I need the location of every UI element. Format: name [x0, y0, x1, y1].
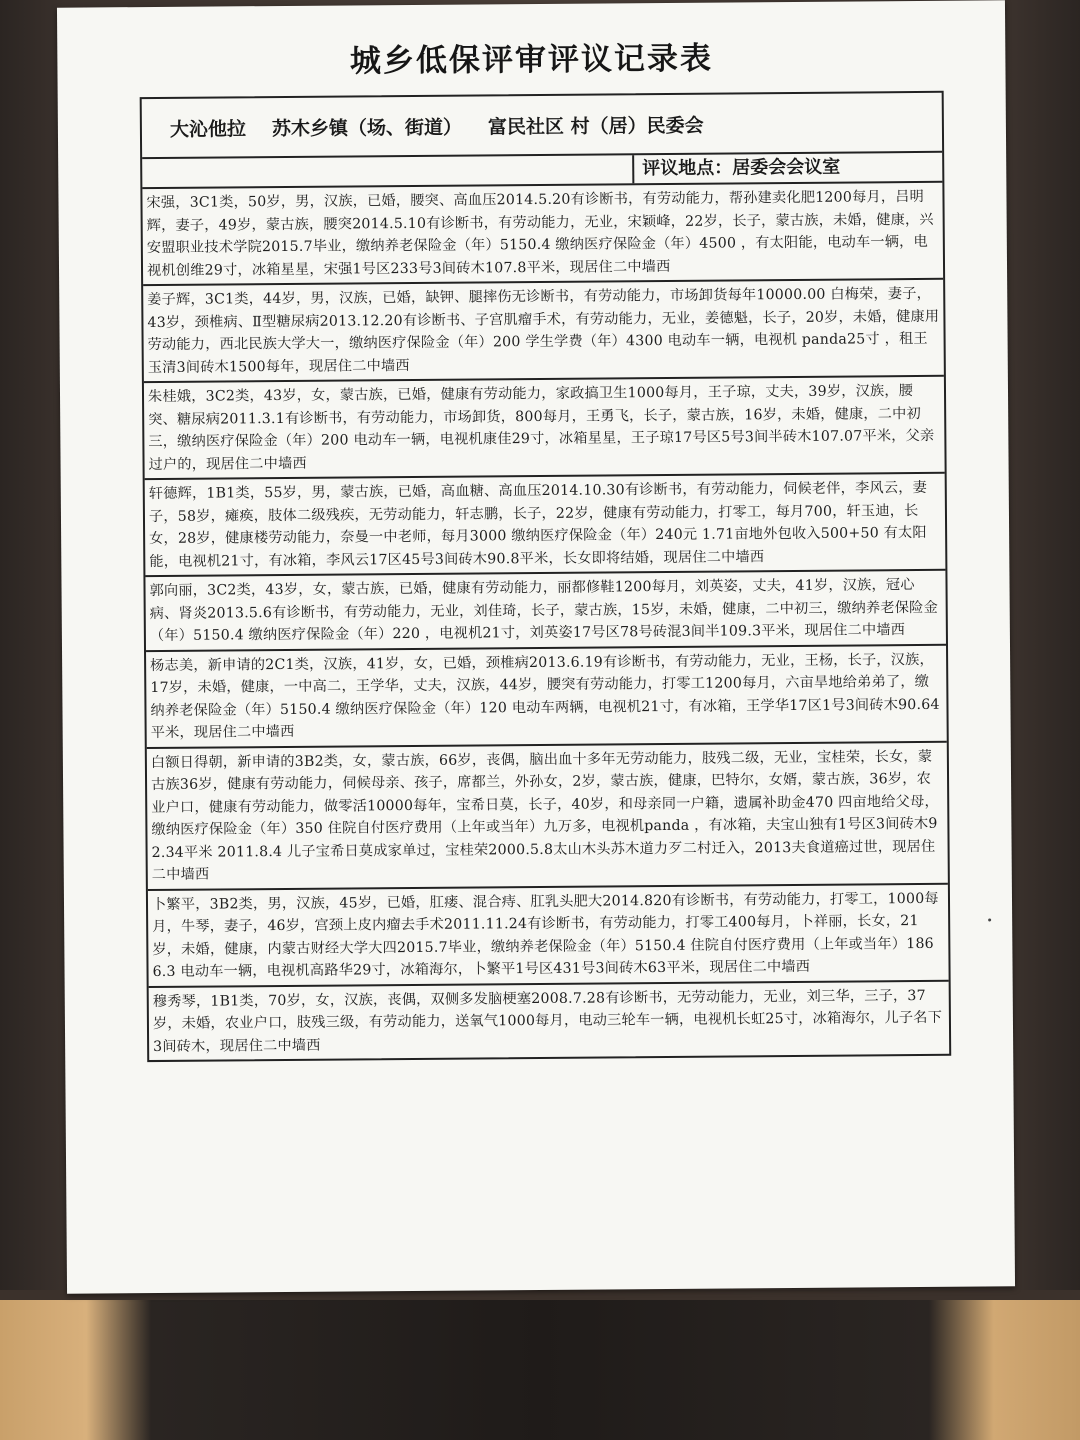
record-row: 白额日得朝，新申请的3B2类，女，蒙古族，66岁，丧偶，脑出血十多年无劳动能力，肢残二级，无业，宝桂荣，长女，蒙古族36岁，健康有劳动能力，伺候母亲、孩子，席都兰，外孙女，2岁，蒙古族，健康，巴特尔，女婿，蒙古族，36岁，农业户口，健康有劳动能力，做零活10000每年，宝希日莫，长子，40岁，和母亲同一户籍，遗属补助金470 四亩地给父母，缴纳医疗保险金（年）350 住院自付医疗费用（上年或当年）九万多，电视机panda ，有冰箱，夫宝山独有1号区3间砖木92.34平米 2011.8.4 儿子宝希日莫成家单过，宝桂荣2000.5.8太山木头苏木道力歹二村迁入，2013夫食道癌过世，现居住二中墙西: [147, 742, 948, 890]
record-table: [140, 91, 952, 1062]
record-row: 轩德辉，1B1类，55岁，男，蒙古族，已婚，高血糖、高血压2014.10.30有诊断书，有劳动能力，伺候老伴，李风云，妻子，58岁，瘫痪，肢体二级残疾，无劳动能力，轩志鹏，长子，22岁，健康有劳动能力，打零工，每月700，轩玉迪，长女，28岁，健康楼劳动能力，奈曼一中老师，每月3000 缴纳医疗保险金（年）240元 1.71亩地外包收入500+50 有太阳能，电视机21寸，有冰箱，李风云17区45号3间砖木90.8平米，长女即将结婚，现居住二中墙西: [145, 474, 946, 577]
record-row: 姜子辉，3C1类，44岁，男，汉族，已婚，缺钾、腿摔伤无诊断书，有劳动能力，市场卸货每年10000.00 白梅荣，妻子，43岁，颈椎病、Ⅱ型糖尿病2013.12.20有诊断书、子宫肌瘤手术，有劳动能力，无业，姜德魁，长子，20岁，未婚，健康用劳动能力，西北民族大学大一，缴纳医疗保险金（年）200 学生学费（年）4300 电动车一辆，电视机 panda25寸 ，租王玉清3间砖木1500每年，现居住二中墙西: [143, 280, 944, 383]
location-row: [142, 153, 942, 189]
record-row: 宋强，3C1类，50岁，男，汉族，已婚，腰突、高血压2014.5.20有诊断书，有劳动能力，帮孙建卖化肥1200每月，吕明辉，妻子，49岁，蒙古族，腰突2014.5.10有诊断书，有劳动能力，无业，宋颖峰，22岁，长子，蒙古族，未婚，健康，兴安盟职业技术学院2015.7毕业，缴纳养老保险金（年）5150.4 缴纳医疗保险金（年）4500 ，有太阳能，电动车一辆，电视机创维29寸，冰箱星星，宋强1号区233号3间砖木107.8平米，现居住二中墙西: [142, 183, 943, 286]
banner-name: 大沁他拉: [169, 117, 247, 141]
record-row: 穆秀琴，1B1类，70岁，女，汉族，丧偶，双侧多发脑梗塞2008.7.28有诊断书，无劳动能力，无业，刘三华，三子，37岁，未婚，农业户口，肢残三级，有劳动能力，送氧气1000每月，电动三轮车一辆，电视机长虹25寸，冰箱海尔，儿子名下3间砖木，现居住二中墙西: [152, 987, 943, 1055]
location-label: 评议地点：居委会会议室: [632, 154, 840, 184]
record-row: 朱桂娥，3C2类，43岁，女，蒙古族，已婚，健康有劳动能力，家政搞卫生1000每月，王子琼，丈夫，39岁，汉族，腰突、糖尿病2011.3.1有诊断书，有劳动能力，市场卸货，800每月，王勇飞，长子，蒙古族，16岁，未婚，健康，二中初三，缴纳医疗保险金（年）200 电动车一辆，电视机康佳29寸，冰箱星星，王子琼17号区5号3间半砖木107.07平米，父亲过户的，现居住二中墙西: [144, 377, 945, 480]
document-title: 城乡低保评审评议记录表: [349, 40, 714, 80]
record-row: 卜繁平，3B2类，男，汉族，45岁，已婚，肛瘘、混合痔、肛乳头肥大2014.820有诊断书，有劳动能力，打零工，1000每月，牛琴，妻子，46岁，宫颈上皮内瘤去手术2011.11.24有诊断书，有劳动能力，打零工400每月，卜祥丽，长女，21岁，未婚，健康，内蒙古财经大学大四2015.7毕业，缴纳养老保险金（年）5150.4 住院自付医疗费用（上年或当年）1866.3 电动车一辆，电视机高路华29寸，冰箱海尔，卜繁平1号区431号3间砖木63平米，现居住二中墙西: [148, 884, 949, 987]
committee-label: 富民社区 村（居）民委会: [487, 114, 704, 138]
record-row: 杨志美，新申请的2C1类，汉族，41岁，女，已婚，颈椎病2013.6.19有诊断书，有劳动能力，无业，王杨，长子，汉族，17岁，未婚，健康，一中高二，王学华，丈夫，汉族，44岁，腰突有劳动能力，打零工1200每月，六亩旱地给弟弟了，缴纳养老保险金（年）5150.4 缴纳医疗保险金（年）120 电动车两辆，电视机21寸，有冰箱，王学华17区1号3间砖木90.64平米，现居住二中墙西: [146, 645, 947, 748]
document-page: [57, 0, 1015, 1293]
township-label: 苏木乡镇（场、街道）: [271, 116, 463, 140]
header-row: [142, 93, 942, 159]
record-row: 郭向丽，3C2类，43岁，女，蒙古族，已婚，健康有劳动能力，丽都修鞋1200每月，刘英姿，丈夫，41岁，汉族，冠心病、肾炎2013.5.6有诊断书，有劳动能力，无业，刘佳琦，长子，蒙古族，15岁，未婚，健康，二中初三，缴纳养老保险金（年）5150.4 缴纳医疗保险金（年）220 ，电视机21寸，刘英姿17号区78号砖混3间半109.3平米，现居住二中墙西: [145, 571, 946, 652]
desk-background: [0, 1300, 1080, 1440]
ink-speck: [988, 918, 991, 921]
